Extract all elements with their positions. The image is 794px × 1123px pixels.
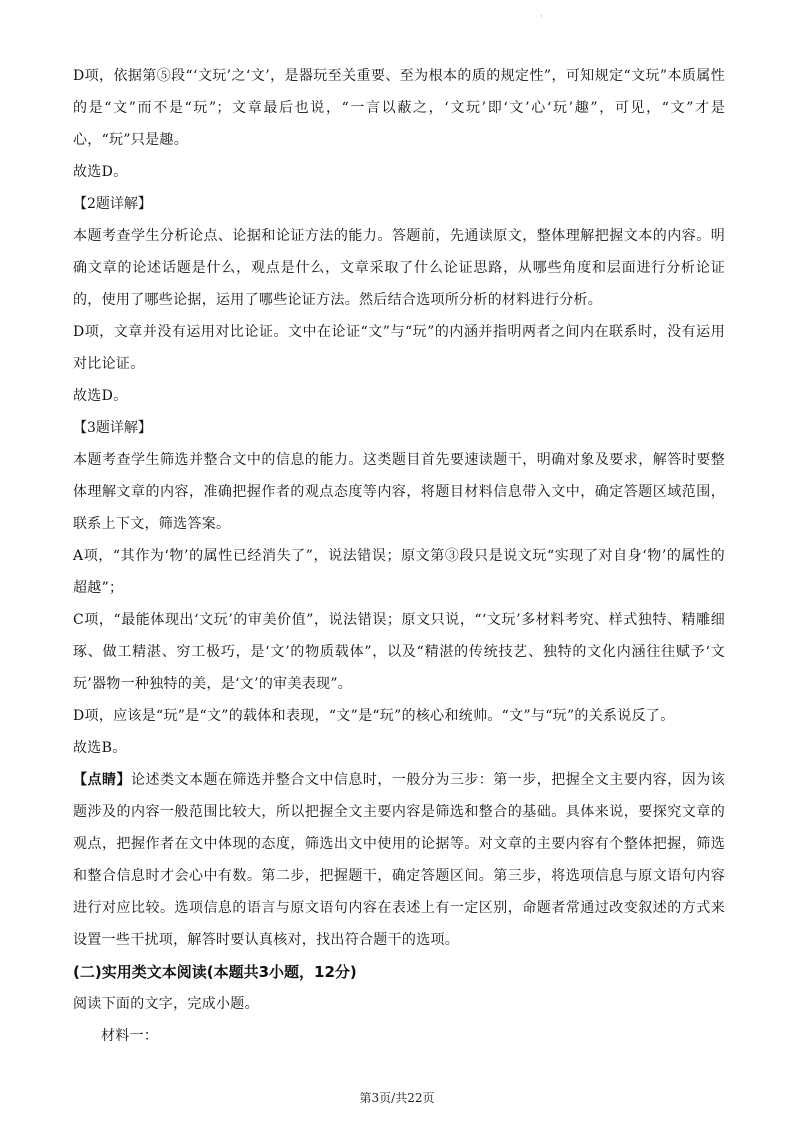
corner-mark: · [540,12,543,21]
answer-line: 故选D。 [73,388,128,404]
instruction: 阅读下面的文字，完成小题。 [73,996,259,1012]
question-3-heading: 【3题详解】 [73,420,152,436]
tip-text: 论述类文本题在筛选并整合文中信息时，一般分为三步：第一步，把握全文主要内容，因为该题涉及的内容一般范围比较大，所以把握全文主要内容是筛选和整合的基础。具体来说，要探究文章的观点，把握作者在文中体现的态度，筛选出文中使用的论据等。对文章的主要内容有个整体把握，筛选和整合信息时才会心中有数。第二步，把握题干，确定答题区间。第三步，将选项信息与原文语句内容进行对应比较。选项信息的语言与原文语句内容在表述上有一定区别，命题者常通过改变叙述的方式来设置一些干扰项，解答时要认真核对，找出符合题干的选项。 [73,772,725,948]
paragraph-c-option: C项，“最能体现出‘文玩’的审美价值”，说法错误；原文只说，“‘文玩’多材料考究、样式独特、精雕细琢、做工精湛、穷工极巧，是‘文’的物质载体”，以及“精湛的传统技艺、独特的文化内涵往往赋予‘文玩’器物一种独特的美，是‘文’的审美表现”。 [73,612,725,692]
material-label: 材料一： [101,1028,159,1044]
tip-label: 【点睛】 [73,772,131,788]
paragraph: 本题考查学生分析论点、论据和论证方法的能力。答题前，先通读原文，整体理解把握文本的内容。明确文章的论述话题是什么，观点是什么，文章采取了什么论证思路，从哪些角度和层面进行分析论证的，使用了哪些论据，运用了哪些论证方法。然后结合选项所分析的材料进行分析。 [73,228,725,308]
paragraph-d-option: D项，应该是“玩”是“文”的载体和表现，“文”是“玩”的核心和统帅。“文”与“玩”的关系说反了。 [73,708,675,724]
paragraph-d-option: D项，依据第⑤段“‘文玩’之‘文’，是器玩至关重要、至为根本的质的规定性”，可知规定“文玩”本质属性的是“文”而不是“玩”；文章最后也说，“一言以蔽之，‘文玩’即‘文’心‘玩’趣”，可见，“文”才是心，“玩”只是趣。 [73,68,725,148]
answer-line: 故选B。 [73,740,127,756]
page-content [73,60,725,1052]
question-2-heading: 【2题详解】 [73,196,152,212]
tip-paragraph [73,764,725,956]
answer-line: 故选D。 [73,164,128,180]
page-footer: 第3页/共22页 [359,1091,435,1105]
paragraph-a-option: A项，“其作为‘物’的属性已经消失了”，说法错误；原文第③段只是说文玩“实现了对自身‘物’的属性的超越”； [73,548,725,596]
paragraph: D项，文章并没有运用对比论证。文中在论证“文”与“玩”的内涵并指明两者之间内在联系时，没有运用对比论证。 [73,324,725,372]
paragraph: 本题考查学生筛选并整合文中的信息的能力。这类题目首先要速读题干，明确对象及要求，解答时要整体理解文章的内容，准确把握作者的观点态度等内容，将题目材料信息带入文中，确定答题区域范围，联系上下文，筛选答案。 [73,452,725,532]
section-title: (二)实用类文本阅读(本题共3小题，12分) [73,963,357,981]
